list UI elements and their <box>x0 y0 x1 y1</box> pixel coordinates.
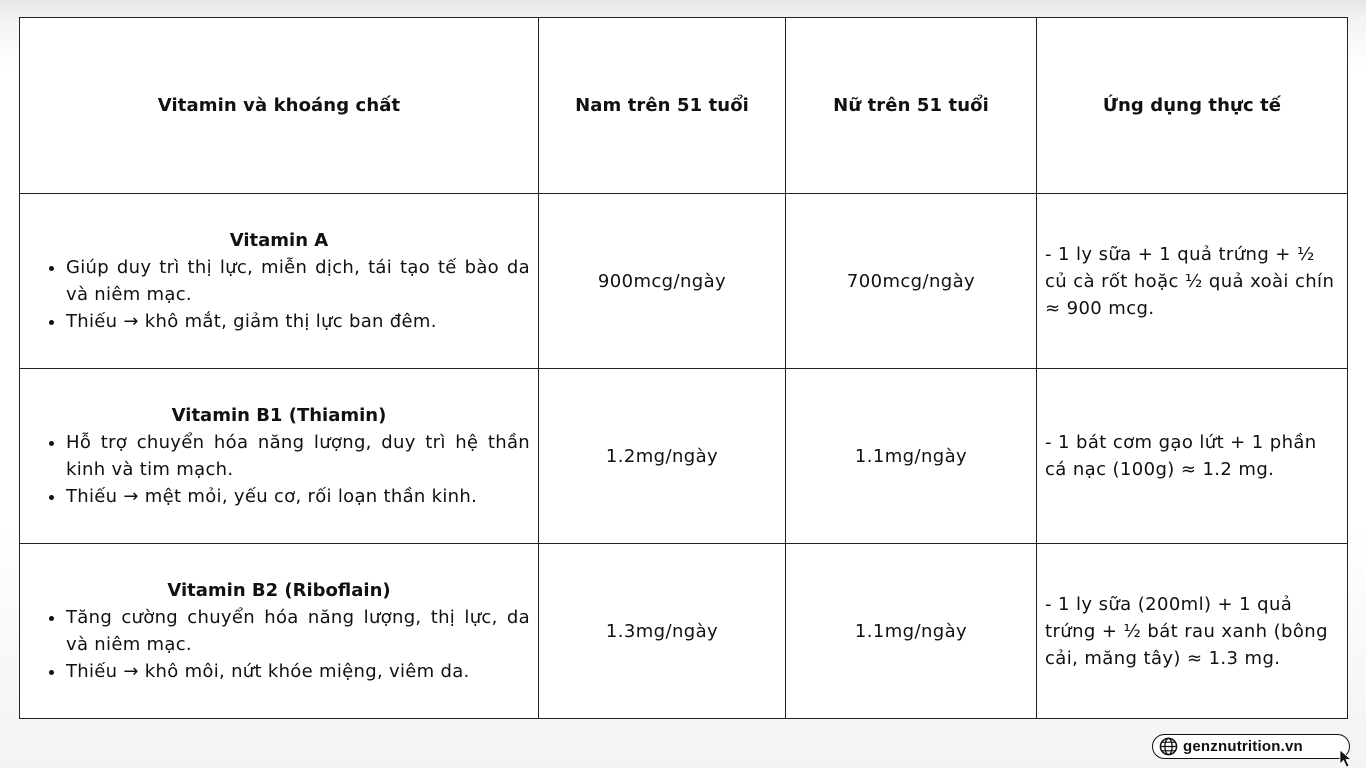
table-row <box>20 369 1348 544</box>
vitamin-name: Vitamin B1 (Thiamin) <box>171 405 387 426</box>
description-bullet: • Giúp duy trì thị lực, miễn dịch, tái tạo tế bào da và niêm mạc. <box>66 254 530 308</box>
male-amount: 900mcg/ngày <box>539 194 786 369</box>
website-url: genznutrition.vn <box>1183 738 1303 755</box>
female-amount: 1.1mg/ngày <box>786 544 1037 719</box>
website-link[interactable] <box>1152 734 1350 759</box>
header-vitamin: Vitamin và khoáng chất <box>20 18 539 194</box>
usage-text: - 1 ly sữa + 1 quả trứng + ½ củ cà rốt hoặc ½ quả xoài chín ≈ 900 mcg. <box>1037 194 1348 369</box>
cursor-arrow-icon <box>1339 749 1355 768</box>
table-row <box>20 194 1348 369</box>
usage-text: - 1 bát cơm gạo lứt + 1 phần cá nạc (100g) ≈ 1.2 mg. <box>1037 369 1348 544</box>
globe-icon <box>1159 737 1178 756</box>
header-male: Nam trên 51 tuổi <box>539 18 786 194</box>
vitamin-description <box>28 254 530 335</box>
vitamin-name: Vitamin A <box>229 230 329 251</box>
description-bullet: • Thiếu → khô môi, nứt khóe miệng, viêm da. <box>66 658 530 685</box>
female-amount: 700mcg/ngày <box>786 194 1037 369</box>
header-usage: Ứng dụng thực tế <box>1037 18 1348 194</box>
usage-text: - 1 ly sữa (200ml) + 1 quả trứng + ½ bát rau xanh (bông cải, măng tây) ≈ 1.3 mg. <box>1037 544 1348 719</box>
description-bullet: • Hỗ trợ chuyển hóa năng lượng, duy trì hệ thần kinh và tim mạch. <box>66 429 530 483</box>
description-bullet: • Tăng cường chuyển hóa năng lượng, thị lực, da và niêm mạc. <box>66 604 530 658</box>
vitamin-table <box>19 17 1348 719</box>
vitamin-description <box>28 429 530 510</box>
vitamin-description <box>28 604 530 685</box>
vitamin-cell <box>20 369 539 544</box>
header-female: Nữ trên 51 tuổi <box>786 18 1037 194</box>
female-amount: 1.1mg/ngày <box>786 369 1037 544</box>
vitamin-cell <box>20 194 539 369</box>
male-amount: 1.2mg/ngày <box>539 369 786 544</box>
description-bullet: • Thiếu → mệt mỏi, yếu cơ, rối loạn thần kinh. <box>66 483 530 510</box>
vitamin-name: Vitamin B2 (Riboflain) <box>167 580 391 601</box>
description-bullet: • Thiếu → khô mắt, giảm thị lực ban đêm. <box>66 308 530 335</box>
table-row <box>20 544 1348 719</box>
table-header-row <box>20 18 1348 194</box>
male-amount: 1.3mg/ngày <box>539 544 786 719</box>
vitamin-cell <box>20 544 539 719</box>
